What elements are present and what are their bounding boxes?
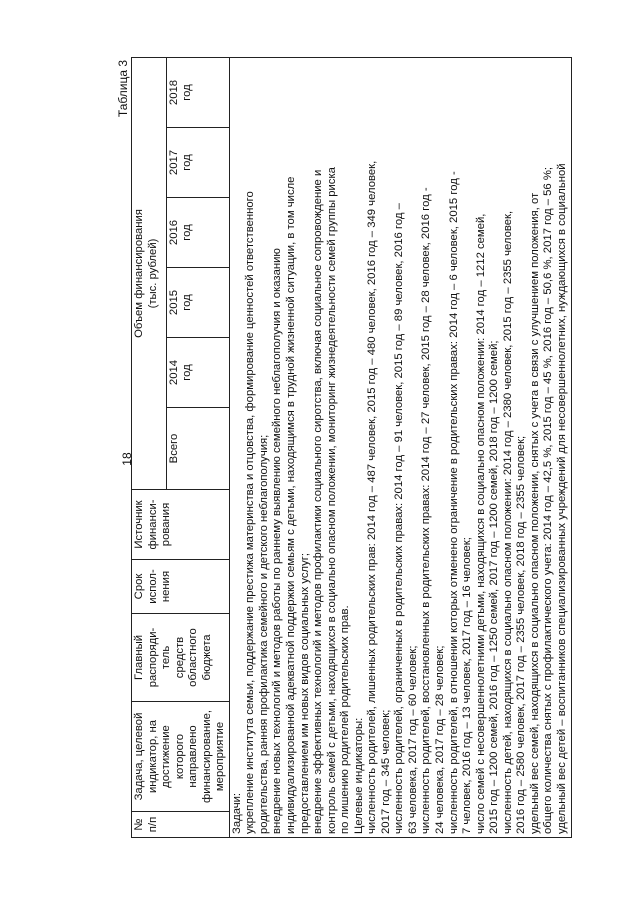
header-year-2016: 2016 год bbox=[166, 198, 229, 268]
body-line: число семей с несовершеннолетними детьми, находящихся в социально опасном положении: 2014 год – 1212 семей, bbox=[474, 213, 487, 834]
header-num: № п/п bbox=[132, 812, 230, 838]
body-line: 2017 год – 345 человек; bbox=[379, 709, 392, 834]
body-line: внедрение эффективных технологий и методов профилактики социального сиротства, включая социальное сопровождение и bbox=[312, 169, 325, 834]
body-line: 2015 год – 1200 семей, 2016 год – 1250 семей, 2017 год – 1200 семей, 2018 год – 1200 семей; bbox=[488, 340, 501, 834]
table-caption: Таблица 3 bbox=[116, 60, 130, 118]
header-term: Срок испол- нения bbox=[132, 560, 230, 614]
body-line: укрепление института семьи, поддержание престижа материнства и отцовства, формирование ценностей ответственного bbox=[244, 191, 257, 834]
body-line: численность родителей, в отношении которых отменено ограничение в родительских правах: 2014 год – 6 человек, 2015 год - bbox=[447, 171, 460, 834]
body-line: контроль семей с детьми, находящихся в социально опасном положении, мониторинг жизнедеятельности семей группы риска bbox=[325, 167, 338, 834]
body-line: численность родителей, восстановленных в родительских правах: 2014 год – 27 человек, 2015 год – 28 человек, 2016 год - bbox=[420, 187, 433, 834]
body-line: 2016 год – 2580 человек, 2017 год – 2355 человек, 2018 год – 2355 человек; bbox=[515, 435, 528, 834]
body-line: Задачи: bbox=[230, 792, 243, 834]
body-line: 7 человек, 2016 год – 13 человек, 2017 год – 16 человек; bbox=[461, 537, 474, 834]
header-year-2018: 2018 год bbox=[166, 57, 229, 127]
header-year-2014: 2014 год bbox=[166, 338, 229, 408]
header-financing-volume: Объем финансирования (тыс. рублей) bbox=[132, 57, 167, 489]
financing-table bbox=[131, 57, 572, 838]
rotated-page-content bbox=[115, 58, 640, 838]
header-total: Всего bbox=[166, 408, 229, 490]
body-line: по лишению родителей родительских прав. bbox=[339, 605, 352, 834]
header-task: Задача, целевой индикатор, на достижение которого направлено финансирование, мероприятие bbox=[132, 702, 230, 812]
tasks-row bbox=[229, 57, 571, 837]
body-line: численность детей, находящихся в социально опасном положении: 2014 год – 2380 человек, 2015 год – 2355 человек, bbox=[501, 210, 514, 834]
body-line: 63 человека, 2017 год – 60 человек; bbox=[406, 645, 419, 834]
tasks-and-indicators-cell bbox=[229, 57, 571, 837]
body-line: внедрение новых технологий и методов работы по раннему выявлению семейного неблагополучия и оказанию bbox=[271, 248, 284, 834]
header-budget-manager: Главный распоряди- тель средств областного бюджета bbox=[132, 614, 230, 702]
page-number: 18 bbox=[120, 452, 134, 466]
body-line: родительства, ранняя профилактика семейного и детского неблагополучия; bbox=[257, 434, 270, 834]
body-line: Целевые индикаторы: bbox=[352, 717, 365, 834]
header-source: Источник финанси- рования bbox=[132, 490, 230, 560]
body-line: индивидуализированной адекватной поддержки семьям с детьми, находящимся в трудной жизненной ситуации, в том числе bbox=[285, 176, 298, 834]
body-line: предоставлением им новых видов социальных услуг; bbox=[298, 552, 311, 834]
header-row-1 bbox=[132, 57, 167, 837]
body-line: 24 человека, 2017 год – 28 человек; bbox=[434, 645, 447, 834]
body-line: удельный вес детей – воспитанников специализированных учреждений для несовершеннолетних, нуждающихся в социальной bbox=[555, 163, 568, 834]
body-line: удельный вес семей, находящихся в социально опасном положении, снятых с учета в связи с улучшением положения, от bbox=[528, 192, 541, 834]
header-year-2017: 2017 год bbox=[166, 128, 229, 198]
body-line: общего количества снятых с профилактического учета: 2014 год – 42,5 %, 2015 год – 45 %, 2016 год – 50,6 %, 2017 год – 56 %; bbox=[542, 166, 555, 834]
header-year-2015: 2015 год bbox=[166, 268, 229, 338]
body-line: численность родителей, лишенных родительских прав: 2014 год – 487 человек, 2015 год – 480 человек, 2016 год – 349 человек, bbox=[366, 160, 379, 834]
body-line: численность родителей, ограниченных в родительских правах: 2014 год – 91 человек, 2015 год – 89 человек, 2016 год – bbox=[393, 203, 406, 834]
